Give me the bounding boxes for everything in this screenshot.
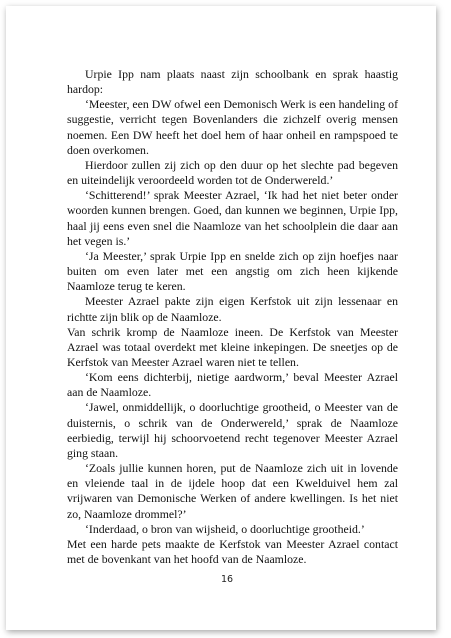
paragraph: ‘Zoals jullie kunnen horen, put de Naamloze zich uit in lovende en vleiende taal in de ijdele hoop dat een Kwelduivel hem zal vrijwaren van Demonische Werken of andere kwellingen. Is het niet zo, Naamloze drommel?’ (67, 461, 398, 521)
page-number: 16 (220, 574, 234, 585)
book-page (6, 6, 436, 630)
paragraph: ‘Ja Meester,’ sprak Urpie Ipp en snelde zich op zijn hoefjes naar buiten om even later met een angstig om zich heen kijkende Naamloze terug te keren. (67, 248, 398, 294)
paragraph: Van schrik kromp de Naamloze ineen. De Kerfstok van Meester Azrael was totaal overdekt met kleine inkepingen. De sneetjes op de Kerfstok van Meester Azrael waren niet te tellen. (67, 324, 398, 369)
paragraph: ‘Jawel, onmiddellijk, o doorluchtige grootheid, o Meester van de duisternis, o schrik van de Onderwereld,’ sprak de Naamloze eerbiedig, terwijl hij schoorvoetend recht tegenover Meester Azrael ging staan. (67, 400, 398, 460)
paragraph: Urpie Ipp nam plaats naast zijn schoolbank en sprak haastig hardop: (67, 67, 398, 97)
paragraph: ‘Inderdaad, o bron van wijsheid, o doorluchtige grootheid.’ (85, 521, 365, 536)
paragraph: ‘Schitterend!’ sprak Meester Azrael, ‘Ik had het niet beter onder woorden kunnen brengen. Goed, dan kunnen we beginnen, Urpie Ipp, haal jij eens even snel die Naamloze van het schoolplein die daar aan het vegen is.’ (67, 188, 398, 248)
paragraph: Hierdoor zullen zij zich op den duur op het slechte pad begeven en uiteindelijk veroordeeld worden tot de Onderwereld.’ (67, 157, 398, 188)
paragraph: ‘Kom eens dichterbij, nietige aardworm,’ beval Meester Azrael aan de Naamloze. (67, 370, 398, 400)
paragraph: Met een harde pets maakte de Kerfstok van Meester Azrael contact met de bovenkant van het hoofd van de Naamloze. (67, 536, 398, 566)
paragraph: Meester Azrael pakte zijn eigen Kerfstok uit zijn lessenaar en richtte zijn blik op de Naamloze. (67, 294, 398, 324)
body-text (67, 67, 398, 567)
paragraph: ‘Meester, een DW ofwel een Demonisch Werk is een handeling of suggestie, verricht tegen Bovenlanders die zichzelf overig mensen noemen. Een DW heeft het doel hem of haar onheil en rampspoed te doen overkomen. (67, 97, 398, 157)
